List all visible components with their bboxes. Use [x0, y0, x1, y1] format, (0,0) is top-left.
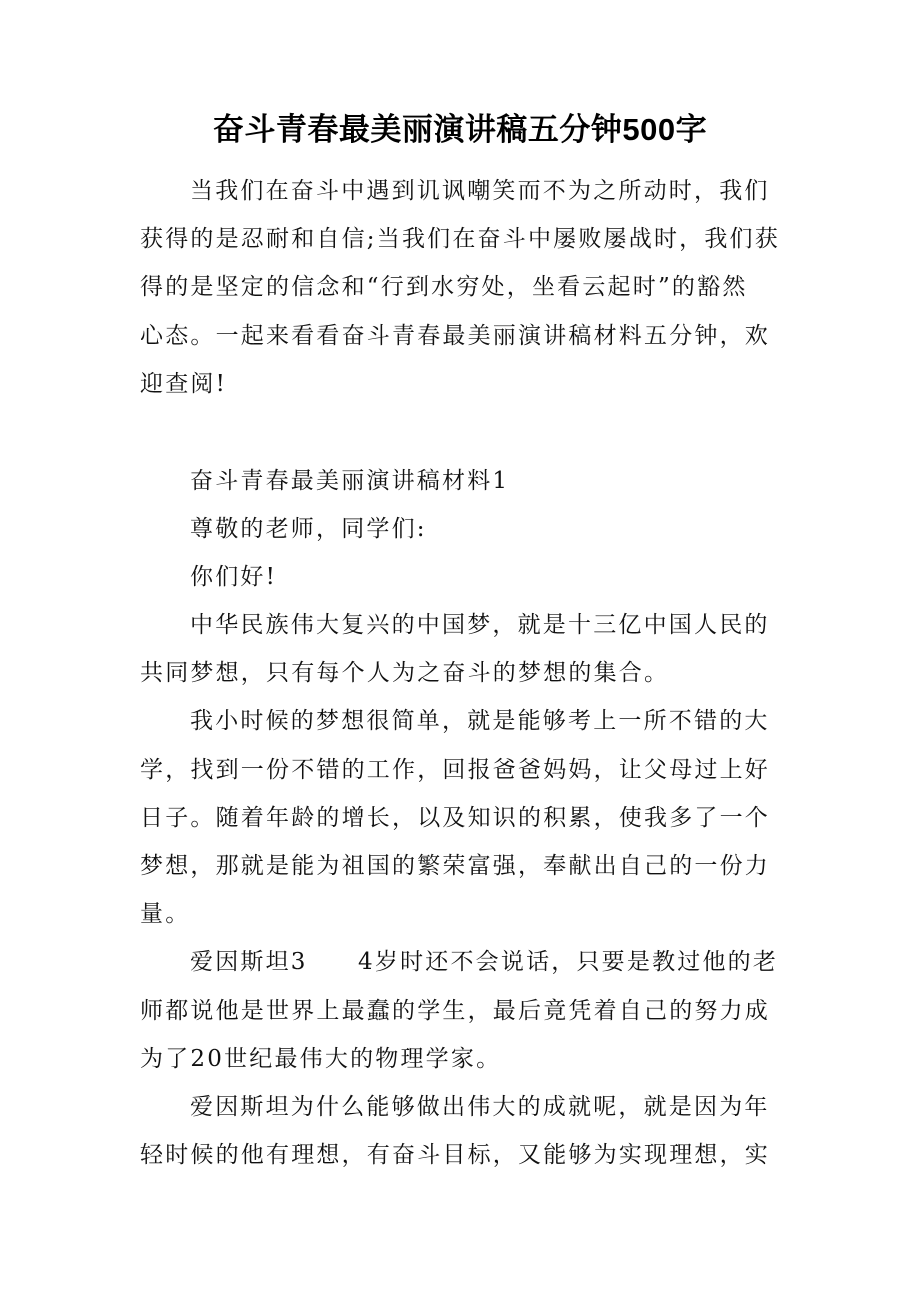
paragraph-1-line-1: 中华民族伟大复兴的中国梦，就是十三亿中国人民的 [190, 612, 770, 638]
salutation: 尊敬的老师，同学们: [190, 516, 427, 542]
paragraph-2-line-5: 量。 [140, 901, 191, 927]
greeting: 你们好! [190, 564, 278, 590]
paragraph-3-line-1: 爱因斯坦3 4岁时还不会说话，只要是教过他的老 [190, 949, 779, 975]
paragraph-3-line-3: 为了20世纪最伟大的物理学家。 [140, 1046, 502, 1072]
intro-line-1: 当我们在奋斗中遇到讥讽嘲笑而不为之所动时，我们 [190, 178, 770, 204]
intro-line-3: 得的是坚定的信念和“行到水穷处，坐看云起时”的豁然 [140, 274, 748, 300]
paragraph-3-line-2: 师都说他是世界上最蠢的学生，最后竟凭着自己的努力成 [140, 998, 770, 1024]
paragraph-2-line-1: 我小时候的梦想很简单，就是能够考上一所不错的大 [190, 708, 770, 734]
paragraph-4-line-1: 爱因斯坦为什么能够做出伟大的成就呢，就是因为年 [190, 1094, 770, 1120]
intro-line-4: 心态。一起来看看奋斗青春最美丽演讲稿材料五分钟，欢 [140, 323, 770, 349]
paragraph-4-line-2: 轻时候的他有理想，有奋斗目标，又能够为实现理想，实 [140, 1142, 770, 1168]
paragraph-2-line-4: 梦想，那就是能为祖国的繁荣富强，奉献出自己的一份力 [140, 853, 770, 879]
paragraph-2-line-2: 学，找到一份不错的工作，回报爸爸妈妈，让父母过上好 [140, 757, 770, 783]
paragraph-1-line-2: 共同梦想，只有每个人为之奋斗的梦想的集合。 [140, 660, 670, 686]
intro-line-5: 迎查阅! [140, 371, 228, 397]
section-heading: 奋斗青春最美丽演讲稿材料1 [190, 468, 510, 494]
intro-line-2: 获得的是忍耐和自信;当我们在奋斗中屡败屡战时，我们获 [140, 226, 780, 252]
document-title: 奋斗青春最美丽演讲稿五分钟500字 [212, 112, 708, 147]
paragraph-2-line-3: 日子。随着年龄的增长，以及知识的积累，使我多了一个 [140, 805, 770, 831]
